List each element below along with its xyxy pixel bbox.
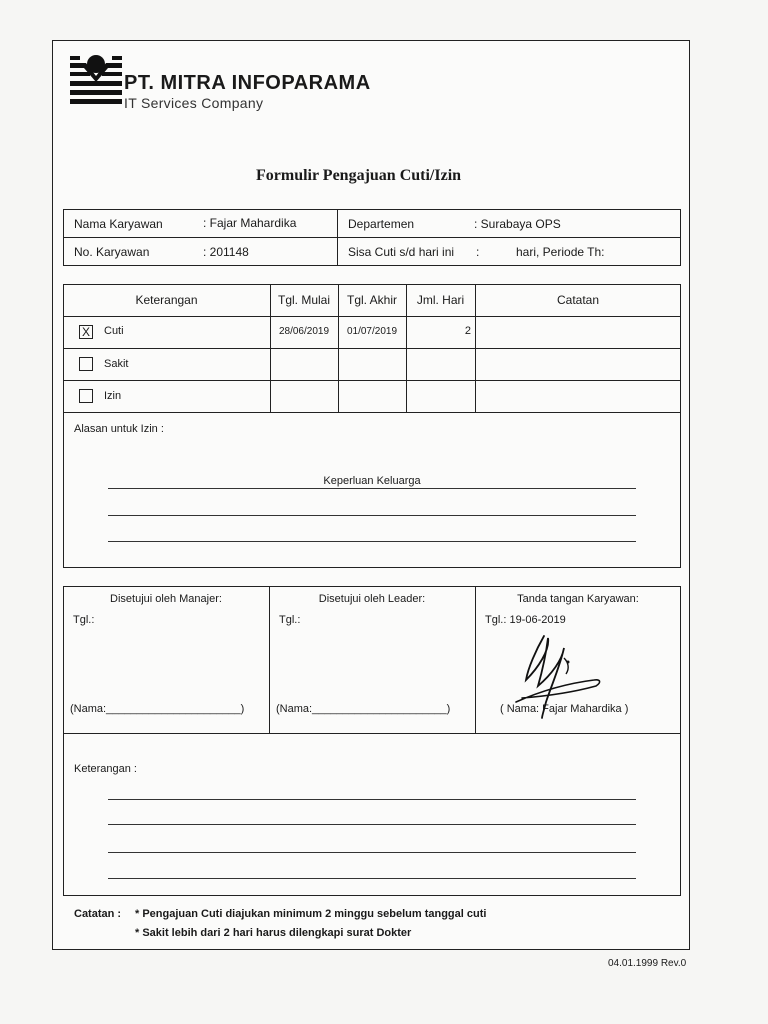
leave-balance-colon: : <box>476 245 480 259</box>
form-title: Formulir Pengajuan Cuti/Izin <box>256 167 462 184</box>
note-item-2: * Sakit lebih dari 2 hari harus dilengkapi surat Dokter <box>135 927 412 939</box>
manager-date-label: Tgl.: <box>73 614 95 626</box>
company-logo-icon <box>70 54 122 110</box>
employee-number-value: : 201148 <box>203 245 249 259</box>
department-value: : Surabaya OPS <box>474 217 561 231</box>
note-item-1: * Pengajuan Cuti diajukan minimum 2 minggu sebelum tanggal cuti <box>135 908 487 920</box>
leader-approval-header: Disetujui oleh Leader: <box>318 593 426 605</box>
header-keterangan: Keterangan <box>135 293 198 307</box>
company-tagline: IT Services Company <box>124 95 264 111</box>
checkbox-sakit[interactable] <box>79 357 93 371</box>
employee-name-value: : Fajar Mahardika <box>203 216 297 230</box>
leave-balance-label: Sisa Cuti s/d hari ini <box>348 245 455 259</box>
header-days: Jml. Hari <box>416 293 465 307</box>
leave-type-sakit: Sakit <box>104 358 129 370</box>
employee-signature-name: ( Nama: Fajar Mahardika ) <box>500 703 629 715</box>
leave-balance-value: hari, Periode Th: <box>516 245 605 259</box>
header-end-date: Tgl. Akhir <box>346 293 397 307</box>
manager-name-line: (Nama:______________________) <box>70 703 245 715</box>
leave-type-izin: Izin <box>104 390 122 402</box>
employee-name-label: Nama Karyawan <box>74 217 163 231</box>
checkbox-cuti[interactable]: X <box>79 325 93 339</box>
reason-label: Alasan untuk Izin : <box>74 423 164 435</box>
leave-type-cuti: Cuti <box>104 325 124 337</box>
revision-code: 04.01.1999 Rev.0 <box>608 958 687 969</box>
signature-icon <box>508 628 608 720</box>
manager-approval-header: Disetujui oleh Manajer: <box>110 593 222 605</box>
notes-label: Catatan : <box>74 908 122 920</box>
cuti-days: 2 <box>464 325 471 337</box>
cuti-end-date: 01/07/2019 <box>346 326 398 337</box>
department-label: Departemen <box>348 217 415 231</box>
employee-signature-date: Tgl.: 19-06-2019 <box>485 614 566 626</box>
header-start-date: Tgl. Mulai <box>277 293 330 307</box>
header-notes: Catatan <box>556 293 600 307</box>
remarks-label: Keterangan : <box>74 763 137 775</box>
company-name: PT. MITRA INFOPARAMA <box>124 72 371 94</box>
employee-signature-header: Tanda tangan Karyawan: <box>517 593 639 605</box>
reason-text: Keperluan Keluarga <box>323 475 421 487</box>
checkbox-izin[interactable] <box>79 389 93 403</box>
employee-number-label: No. Karyawan <box>74 245 150 259</box>
cuti-start-date: 28/06/2019 <box>278 326 330 337</box>
leader-name-line: (Nama:______________________) <box>276 703 451 715</box>
leader-date-label: Tgl.: <box>279 614 301 626</box>
